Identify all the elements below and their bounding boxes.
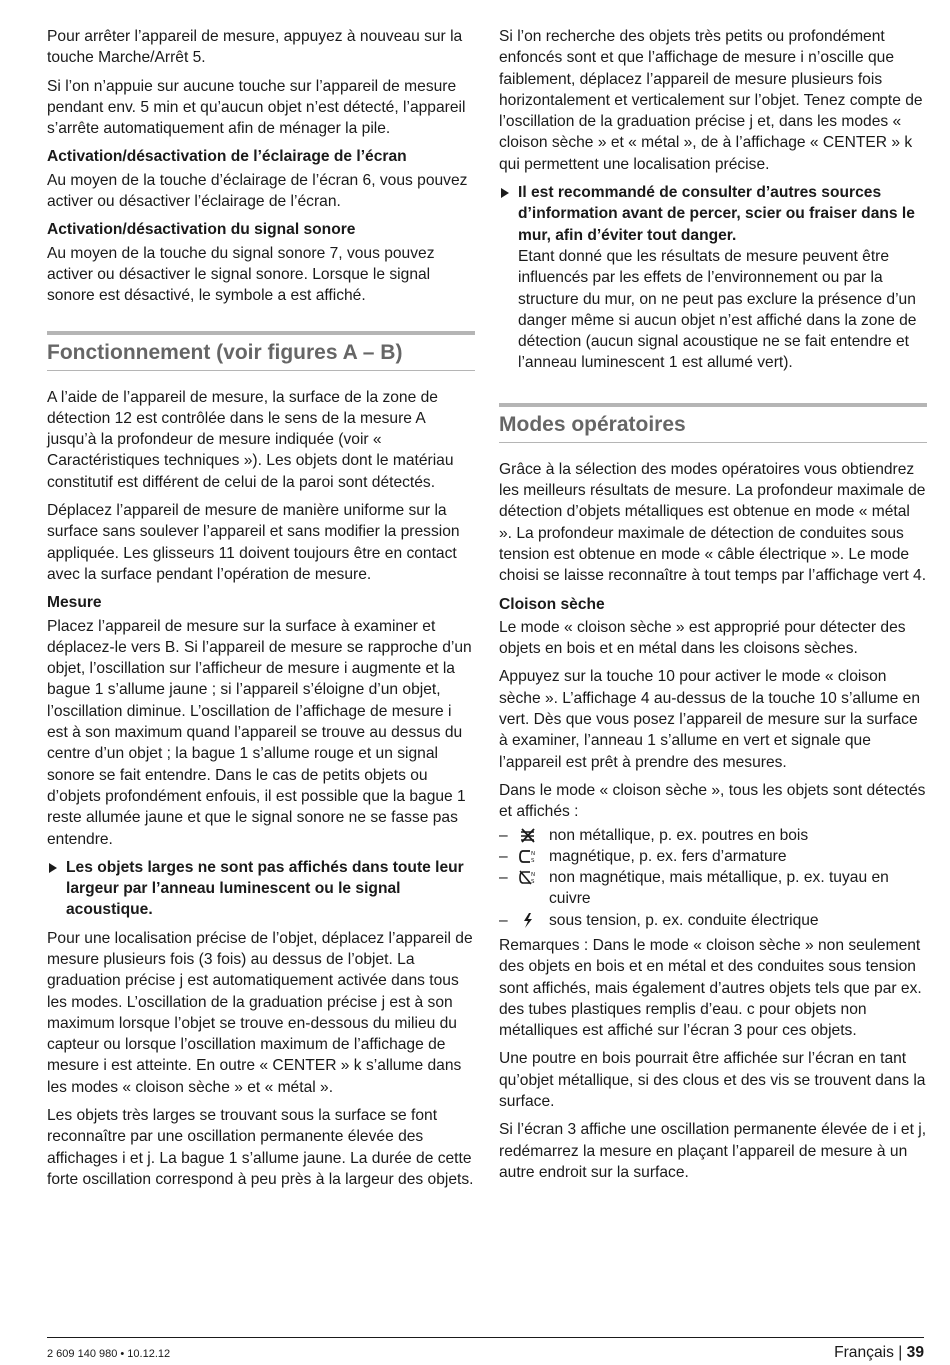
paragraph-drywall-3: Dans le mode « cloison sèche », tous les objets sont détectés et affichés : xyxy=(499,781,926,821)
footer-page-info xyxy=(834,1344,924,1362)
paragraph-modes-1: Grâce à la sélection des modes opératoires vous obtiendrez les meilleurs résultats de mesure. La profondeur maximale de détection d’objets métalliques est obtenue en mode « métal ». La profondeur maximale de détection de conduites sous tension est obtenue en mode « câble électrique ». Le mode choisi se laisse reconnaître à tout temps par l’affichage vert 4. xyxy=(499,460,927,585)
left-column xyxy=(47,26,475,1197)
object-type-list xyxy=(499,825,927,931)
paragraph-drywall-1: Le mode « cloison sèche » est approprié pour détecter des objets en bois et en métal dans les cloisons sèches. xyxy=(499,618,906,658)
list-dash: – xyxy=(499,911,508,929)
heading-measure: Mesure xyxy=(47,594,102,612)
section-heading-modes: Modes opératoires xyxy=(499,403,927,443)
list-item xyxy=(499,910,927,931)
paragraph-drywall-2: Appuyez sur la touche 10 pour activer le mode « cloison sèche ». L’affichage 4 au-dessus de la touche 10 s’allume en vert. Dès que vous posez l’appareil de mesure sur la surface à examiner, l’anneau 1 s’allume en vert et signale que l’appareil est prêt à prendre des mesures. xyxy=(499,668,921,771)
footer-separator: | xyxy=(898,1344,903,1361)
section-heading-operation: Fonctionnement (voir figures A – B) xyxy=(47,331,475,371)
non-magnetic-metal-icon xyxy=(519,870,537,885)
heading-sound-signal: Activation/désactivation du signal sonore xyxy=(47,221,356,239)
warning-wide-objects xyxy=(47,857,475,921)
paragraph-measure-3: Les objets très larges se trouvant sous la surface se font reconnaître par une oscillation permanente élevée des affichages i et j. La bague 1 s’allume jaune. La durée de cette forte oscillation correspond à peu près à la largeur des objets. xyxy=(47,1107,474,1188)
list-item-text: non magnétique, mais métallique, p. ex. tuyau en cuivre xyxy=(549,869,889,908)
list-dash: – xyxy=(499,847,508,865)
warning-triangle-icon xyxy=(49,863,57,873)
magnetic-icon xyxy=(519,849,537,864)
list-item xyxy=(499,825,927,846)
list-item xyxy=(499,846,927,867)
paragraph-drywall-notes: Remarques : Dans le mode « cloison sèche » non seulement des objets en bois et en métal et des conduites sous tension sont affichés, mais également d’autres objets tels que par ex. des tubes plastiques remplis d’eau. c pour objets non métalliques est affiché sur l’écran 3 pour ces objets. xyxy=(499,936,922,1040)
warning-wide-objects-text: Les objets larges ne sont pas affichés dans toute leur largeur par l’anneau luminescent ou le signal acoustique. xyxy=(66,858,464,919)
paragraph-power-off: Pour arrêter l’appareil de mesure, appuyez à nouveau sur la touche Marche/Arrêt 5. xyxy=(47,28,463,67)
footer-doc-id: 2 609 140 980 • 10.12.12 xyxy=(47,1348,171,1360)
svg-text:N: N xyxy=(531,850,536,857)
warning-drilling xyxy=(499,182,927,374)
paragraph-screen-light: Au moyen de la touche d’éclairage de l’écran 6, vous pouvez activer ou désactiver l’éclairage de l’écran. xyxy=(47,171,468,211)
right-column xyxy=(499,26,927,1190)
non-metal-icon xyxy=(519,828,537,843)
paragraph-small-objects: Si l’on recherche des objets très petits ou profondément enfoncés sont et que l’affichage de mesure i n’oscille que faiblement, déplacez l’appareil de mesure plusieurs fois horizontalement et verticalement sur l’objet. Tenez compte de l’oscillation de la graduation précise j et, dans les modes « cloison sèche » et « métal », de à l’affichage « CENTER » k qui permettent une localisation précise. xyxy=(499,28,923,173)
svg-text:N: N xyxy=(531,872,536,879)
warning-drilling-title: Il est recommandé de consulter d’autres sources d’information avant de percer, scier ou fraiser dans le mur, afin d’éviter tout danger. xyxy=(518,184,915,244)
svg-text:S: S xyxy=(531,857,535,864)
list-item-text: magnétique, p. ex. fers d’armature xyxy=(549,847,787,865)
paragraph-operation-2: Déplacez l’appareil de mesure de manière uniforme sur la surface sans soulever l’appareil et sans modifier la pression appliquée. Les glisseurs 11 doivent toujours être en contact avec la surface pendant l’opération de mesure. xyxy=(47,502,460,583)
list-item xyxy=(499,867,927,910)
heading-drywall: Cloison sèche xyxy=(499,595,605,613)
list-item-text: sous tension, p. ex. conduite électrique xyxy=(549,911,819,929)
paragraph-drywall-6: Si l’écran 3 affiche une oscillation permanente élevée de i et j, redémarrez la mesure en plaçant l’appareil de mesure à un autre endroit sur la surface. xyxy=(499,1121,927,1181)
list-dash: – xyxy=(499,826,508,844)
live-wire-icon xyxy=(519,913,537,928)
warning-triangle-icon xyxy=(501,188,509,198)
svg-text:S: S xyxy=(531,879,535,886)
list-item-text: non métallique, p. ex. poutres en bois xyxy=(549,826,809,844)
paragraph-measure-2: Pour une localisation précise de l’objet, déplacez l’appareil de mesure plusieurs fois (3 fois) au dessus de l’objet. La graduation précise j est automatiquement activée dans tous les modes. L’oscillation de la graduation précise j est à son maximum lorsque l’objet se trouve en-dessous du milieu du capteur ou lorsque l’oscillation maximum de l’affichage de mesure i est atteinte. En outre « CENTER » k s’allume dans les modes « cloison sèche » et « métal ». xyxy=(47,929,473,1096)
paragraph-auto-off: Si l’on n’appuie sur aucune touche sur l’appareil de mesure pendant env. 5 min et qu’aucun objet n’est détecté, l’appareil s’arrête automatiquement afin de ménager la pile. xyxy=(47,77,466,138)
warning-drilling-body: Etant donné que les résultats de mesure peuvent être influencés par les effets de l’environnement ou par la structure du mur, on ne peut pas exclure la présence d’un danger même si aucun objet n’est affiché dans la zone de détection (aucun signal acoustique ne se fait entendre et l’anneau luminescent 1 est allumé vert). xyxy=(518,247,917,372)
paragraph-drywall-5: Une poutre en bois pourrait être affichée sur l’écran en tant qu’objet métallique, si des clous et des vis se trouvent dans la surface. xyxy=(499,1050,926,1111)
footer-divider xyxy=(47,1337,924,1338)
list-dash: – xyxy=(499,869,508,887)
footer-language: Français xyxy=(834,1344,894,1361)
heading-screen-light: Activation/désactivation de l’éclairage de l’écran xyxy=(47,148,407,166)
paragraph-sound-signal: Au moyen de la touche du signal sonore 7, vous pouvez activer ou désactiver le signal sonore. Lorsque le signal sonore est désactivé, le symbole a est affiché. xyxy=(47,244,435,305)
page-number: 39 xyxy=(906,1344,924,1361)
paragraph-measure-1: Placez l’appareil de mesure sur la surface à examiner et déplacez-le vers B. Si l’appareil de mesure se rapproche d’un objet, l’oscillation sur l’afficheur de mesure i augmente et la bague 1 s’allume jaune ; si l’appareil s’éloigne d’un objet, l’oscillation diminue. L’oscillation de l’affichage de mesure i est à son maximum quand l’appareil se trouve au dessus du centre d’un objet ; la bague 1 s’allume rouge et un signal sonore se fait entendre. Dans le cas de petits objets ou d’objets profondément enfouis, il est possible que la bague 1 reste allumée jaune et que le signal sonore ne se fasse pas entendre. xyxy=(47,617,472,848)
paragraph-operation-1: A l’aide de l’appareil de mesure, la surface de la zone de détection 12 est contrôlée dans le sens de la mesure A jusqu’à la profondeur de mesure indiquée (voir « Caractéristiques techniques »). Les objets dont le matériau constitutif est différent de celui de la paroi sont détectés. xyxy=(47,388,454,491)
